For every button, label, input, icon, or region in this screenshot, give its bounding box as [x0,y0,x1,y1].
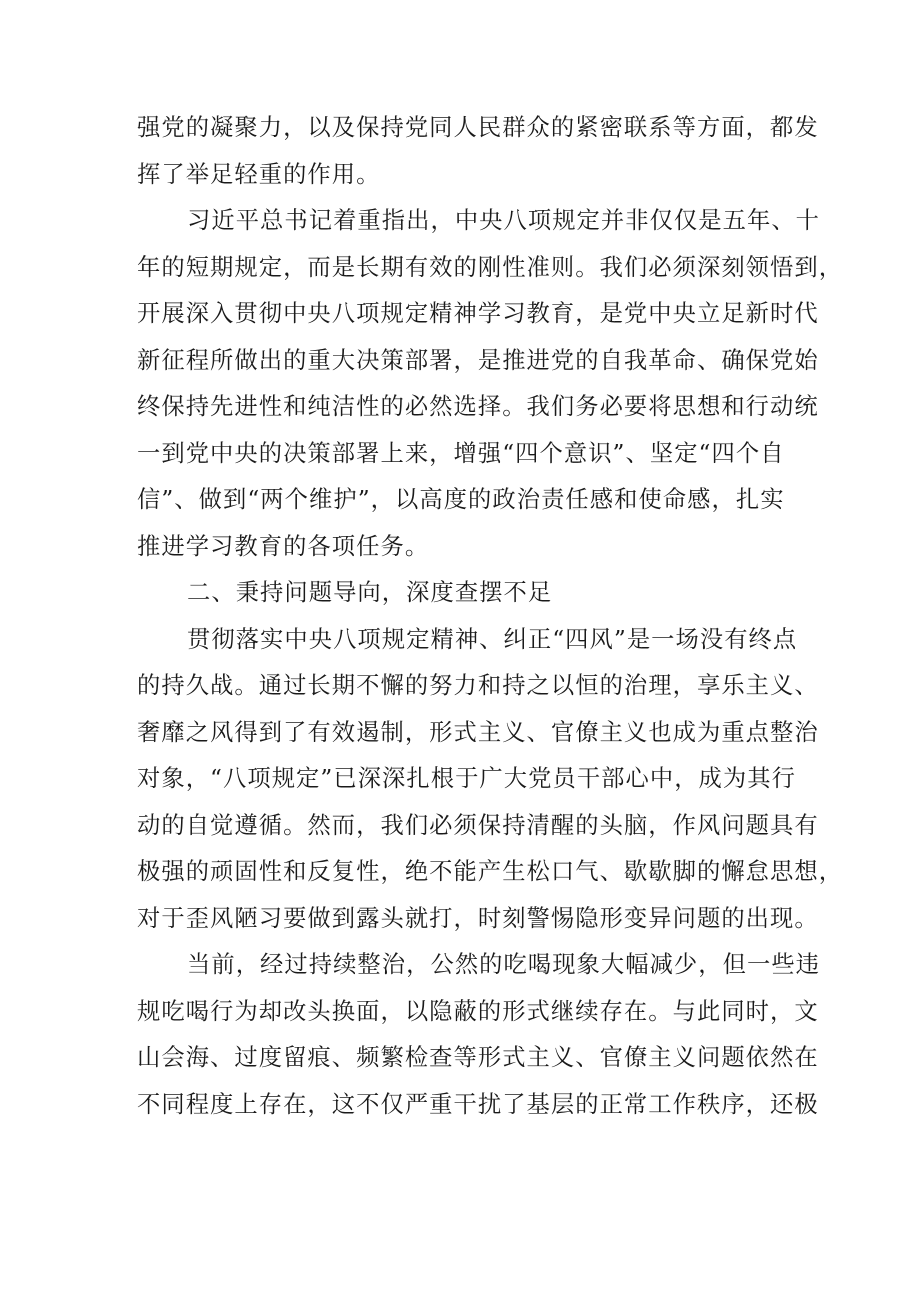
text-line: 规吃喝行为却改头换面，以隐蔽的形式继续存在。与此同时，文 [137,997,819,1025]
text-line: 山会海、过度留痕、频繁检查等形式主义、官僚主义问题依然在 [137,1044,819,1071]
paragraph-continuation [137,105,819,198]
section-heading [137,570,797,617]
text-line: 习近平总书记着重指出，中央八项规定并非仅仅是五年、十 [187,207,821,234]
text-line: 不同程度上存在，这不仅严重干扰了基层的正常工作秩序，还极 [137,1090,819,1118]
text-line: 开展深入贯彻中央八项规定精神学习教育，是党中央立足新时代 [137,300,819,327]
text-line: 一到党中央的决策部署上来，增强“四个意识”、坚定“四个自 [137,439,785,467]
text-line: 对于歪风陋习要做到露头就打，时刻警惕隐形变异问题的出现。 [137,904,819,932]
text-line: 信”、做到“两个维护”，以高度的政治责任感和使命感，扎实 [137,486,785,513]
paragraph [137,617,844,943]
text-line: 挥了举足轻重的作用。 [137,160,381,188]
text-line: 当前，经过持续整治，公然的吃喝现象大幅减少，但一些违 [187,951,821,978]
document-body [137,105,844,1128]
text-line: 年的短期规定，而是长期有效的刚性准则。我们必须深刻领悟到， [137,253,844,281]
text-line: 极强的顽固性和反复性，绝不能产生松口气、歇歇脚的懈怠思想， [137,858,844,885]
text-line: 的持久战。通过长期不懈的努力和持之以恒的治理，享乐主义、 [137,672,819,699]
paragraph [137,198,844,570]
text-line: 终保持先进性和纯洁性的必然选择。我们务必要将思想和行动统 [137,393,819,420]
text-line: 贯彻落实中央八项规定精神、纠正“四风”是一场没有终点 [187,625,798,653]
text-line: 强党的凝聚力，以及保持党同人民群众的紧密联系等方面，都发 [137,114,819,141]
text-line: 奢靡之风得到了有效遏制，形式主义、官僚主义也成为重点整治 [137,718,819,746]
text-line: 推进学习教育的各项任务。 [137,532,430,560]
paragraph [137,942,821,1128]
section-heading-text: 二、秉持问题导向，深度查摆不足 [187,579,553,606]
text-line: 新征程所做出的重大决策部署，是推进党的自我革命、确保党始 [137,346,819,374]
text-line: 对象，“八项规定”已深深扎根于广大党员干部心中，成为其行 [137,765,796,792]
text-line: 动的自觉遵循。然而，我们必须保持清醒的头脑，作风问题具有 [137,811,819,839]
